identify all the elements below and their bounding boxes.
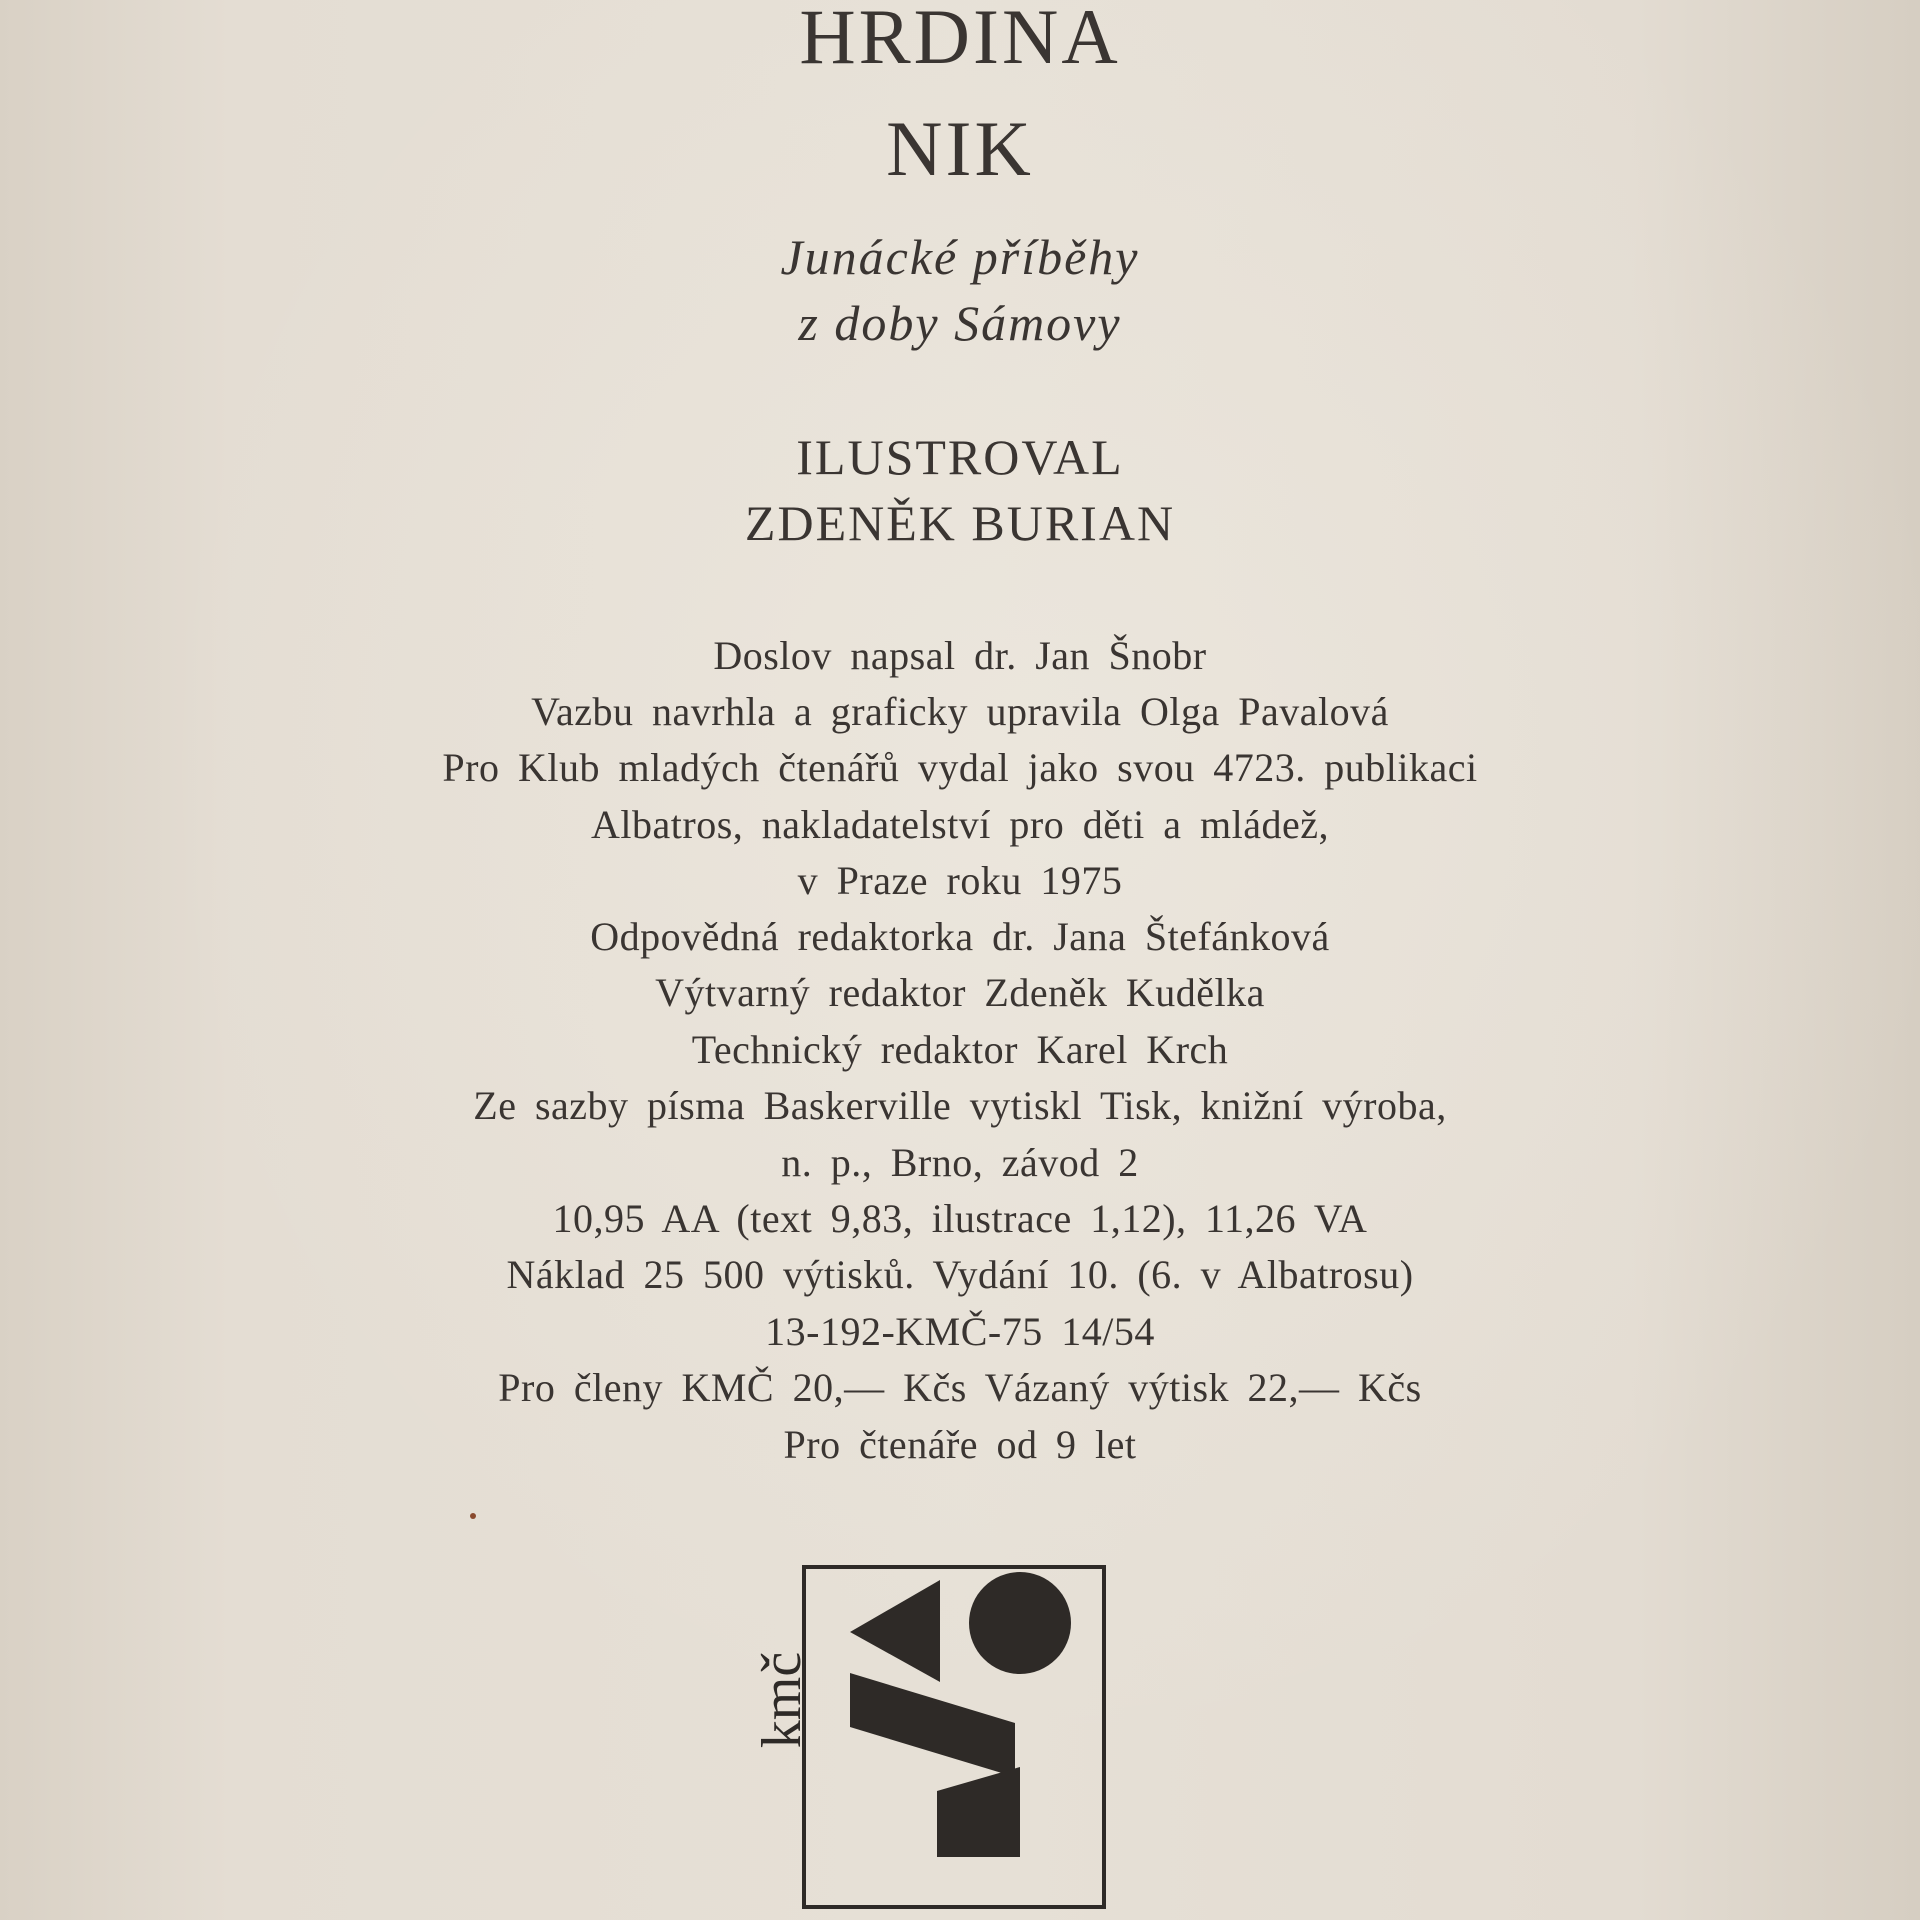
illustrator-heading: ILUSTROVAL: [796, 429, 1124, 485]
imprint-line: n. p., Brno, závod 2: [781, 1140, 1139, 1185]
logo-block: [937, 1767, 1020, 1857]
imprint-line: Technický redaktor Karel Krch: [691, 1027, 1229, 1072]
imprint-line: 13-192-KMČ-75 14/54: [765, 1309, 1155, 1354]
imprint-line: Výtvarný redaktor Zdeněk Kudělka: [655, 970, 1265, 1015]
imprint-line: Doslov napsal dr. Jan Šnobr: [713, 633, 1207, 678]
imprint-line: Náklad 25 500 výtisků. Vydání 10. (6. v Albatrosu): [506, 1252, 1414, 1297]
imprint-line: Odpovědná redaktorka dr. Jana Štefánková: [590, 914, 1330, 959]
title-line-1: HRDINA: [799, 0, 1121, 80]
paper-speck: [470, 1513, 476, 1519]
imprint-line: Ze sazby písma Baskerville vytiskl Tisk, knižní výroba,: [473, 1083, 1447, 1128]
imprint-line: Albatros, nakladatelství pro děti a mládež,: [591, 802, 1329, 847]
title-line-2: NIK: [886, 105, 1034, 192]
imprint-line: Pro členy KMČ 20,— Kčs Vázaný výtisk 22,— Kčs: [498, 1365, 1422, 1410]
logo-circle: [969, 1572, 1071, 1674]
imprint-line: Vazbu navrhla a graficky upravila Olga Pavalová: [531, 689, 1389, 734]
imprint-line: 10,95 AA (text 9,83, ilustrace 1,12), 11,26 VA: [552, 1196, 1368, 1241]
imprint-line: Pro Klub mladých čtenářů vydal jako svou 4723. publikaci: [442, 745, 1478, 790]
imprint-line: v Praze roku 1975: [797, 858, 1123, 903]
subtitle-line-2: z doby Sámovy: [798, 295, 1122, 351]
illustrator-name: ZDENĚK BURIAN: [744, 495, 1176, 551]
logo-wordmark: kmč: [751, 1651, 813, 1749]
logo-triangle: [850, 1580, 940, 1682]
kmc-logo: [745, 1555, 1115, 1915]
logo-parallelogram: [850, 1673, 1015, 1777]
imprint-line: Pro čtenáře od 9 let: [783, 1422, 1137, 1467]
subtitle-line-1: Junácké příběhy: [780, 229, 1140, 285]
